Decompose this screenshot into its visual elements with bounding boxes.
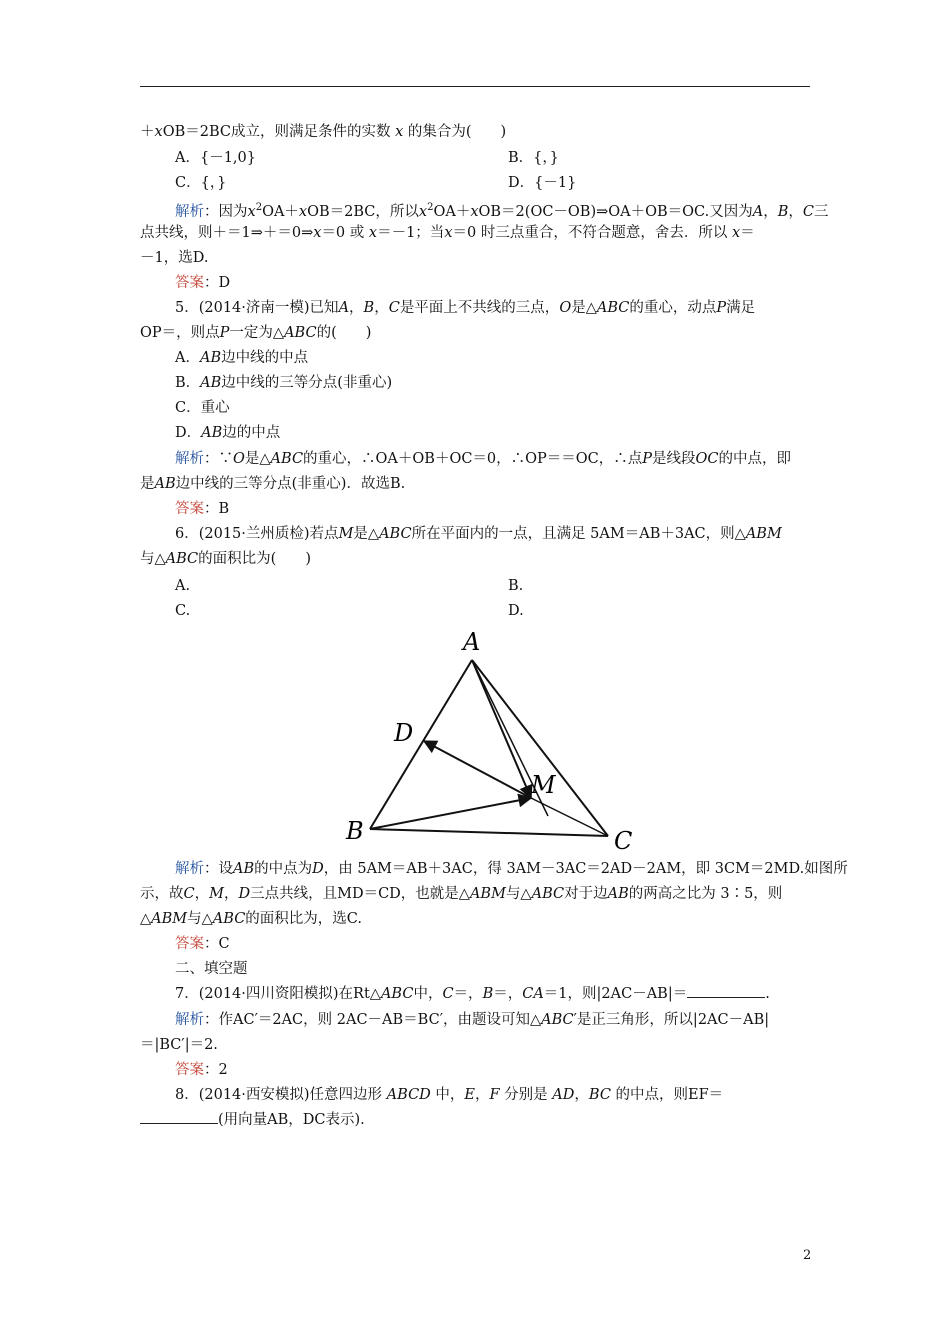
q5-option-a: A．AB边中线的中点 (175, 350, 309, 366)
page-number: 2 (803, 1248, 812, 1263)
q5-stem-line2: OP＝，则点P一定为△ABC的( ) (140, 325, 372, 341)
q4-stem: ＋xOB＝2BC成立，则满足条件的实数 x 的集合为( ) (140, 124, 507, 140)
q6-stem-line1: 6．(2015·兰州质检)若点M是△ABC所在平面内的一点，且满足 5AM＝AB＋3AC，则△ABM (175, 526, 782, 542)
label-b: B (346, 817, 364, 845)
q7-solution-line2: ＝|BC′|＝2. (140, 1037, 218, 1053)
q6-solution-line2: 示，故C，M，D三点共线，且MD＝CD，也就是△ABM与△ABC对于边AB的两高之比为 3∶5，则 (140, 886, 783, 902)
q6-answer: 答案：C (175, 936, 230, 952)
q7-answer: 答案：2 (175, 1062, 228, 1078)
q4-solution-line3: －1，选D. (140, 250, 209, 266)
q6-option-c: C. (175, 603, 191, 619)
q4-option-c: C．{，} (175, 175, 227, 191)
q8-stem-line1: 8．(2014·西安模拟)任意四边形 ABCD 中，E，F 分别是 AD，BC 的中点，则EF＝ (175, 1087, 724, 1103)
q6-option-d: D. (508, 603, 524, 619)
q4-option-d: D．{－1} (508, 175, 577, 191)
header-rule (140, 86, 810, 87)
q6-solution-line3: △ABM与△ABC的面积比为，选C. (140, 911, 362, 927)
q6-option-a: A. (175, 578, 191, 594)
label-c: C (614, 827, 633, 855)
label-a: A (463, 628, 481, 656)
label-d: D (394, 719, 414, 747)
q8-stem-line2: (用向量AB，DC表示). (140, 1110, 365, 1130)
side-ac (472, 660, 608, 836)
q4-solution-line1: 解析：因为$x^2OA+xOB=2BC$，所以$x^2OA+xOB=2(OC-OB)\Rightarrow OA+OB=OC$.又因为A，B，C三 (175, 202, 829, 220)
vector-bm (370, 798, 531, 829)
section-heading: 二、填空题 (175, 961, 248, 977)
vector-am (472, 660, 531, 798)
side-bc (370, 829, 608, 836)
q4-answer: 答案：D (175, 275, 231, 291)
q4-option-b: B．{，} (508, 150, 559, 166)
q4-solution-line2: 点共线，则＋＝1⇒＋＝0⇒x＝0 或 x＝－1；当x＝0 时三点重合，不符合题意，舍去．所以 x＝ (140, 225, 755, 241)
q4-option-a: A．{－1,0} (175, 150, 256, 166)
q5-option-d: D．AB边的中点 (175, 425, 281, 441)
q7-stem: 7．(2014·四川资阳模拟)在Rt△ABC中，C＝，B＝，CA＝1，则|2AC－AB|＝ . (175, 986, 770, 1002)
label-m: M (531, 771, 556, 799)
q5-answer: 答案：B (175, 501, 230, 517)
q5-solution-line1: 解析：∵O是△ABC的重心，∴OA＋OB＋OC＝0，∴OP＝＝OC，∴点P是线段OC的中点，即 (175, 451, 792, 467)
q5-solution-line2: 是AB边中线的三等分点(非重心)．故选B. (140, 476, 406, 492)
q7-answer-blank[interactable] (687, 985, 765, 998)
q5-stem-line1: 5．(2014·济南一模)已知A，B，C是平面上不共线的三点，O是△ABC的重心，动点P满足 (175, 300, 756, 316)
q6-option-b: B. (508, 578, 524, 594)
q5-option-b: B．AB边中线的三等分点(非重心) (175, 375, 393, 391)
q7-solution-line1: 解析：作AC′＝2AC，则 2AC－AB＝BC′，由题设可知△ABC′是正三角形，所以|2AC－AB| (175, 1012, 770, 1028)
q6-stem-line2: 与△ABC的面积比为( ) (140, 551, 311, 567)
q6-solution-line1: 解析：设AB的中点为D，由 5AM＝AB＋3AC，得 3AM－3AC＝2AD－2AM，即 3CM＝2MD.如图所 (175, 861, 848, 877)
triangle-figure (330, 620, 650, 860)
side-ab (370, 660, 472, 829)
q5-option-c: C．重心 (175, 400, 230, 416)
q8-answer-blank[interactable] (140, 1111, 218, 1124)
